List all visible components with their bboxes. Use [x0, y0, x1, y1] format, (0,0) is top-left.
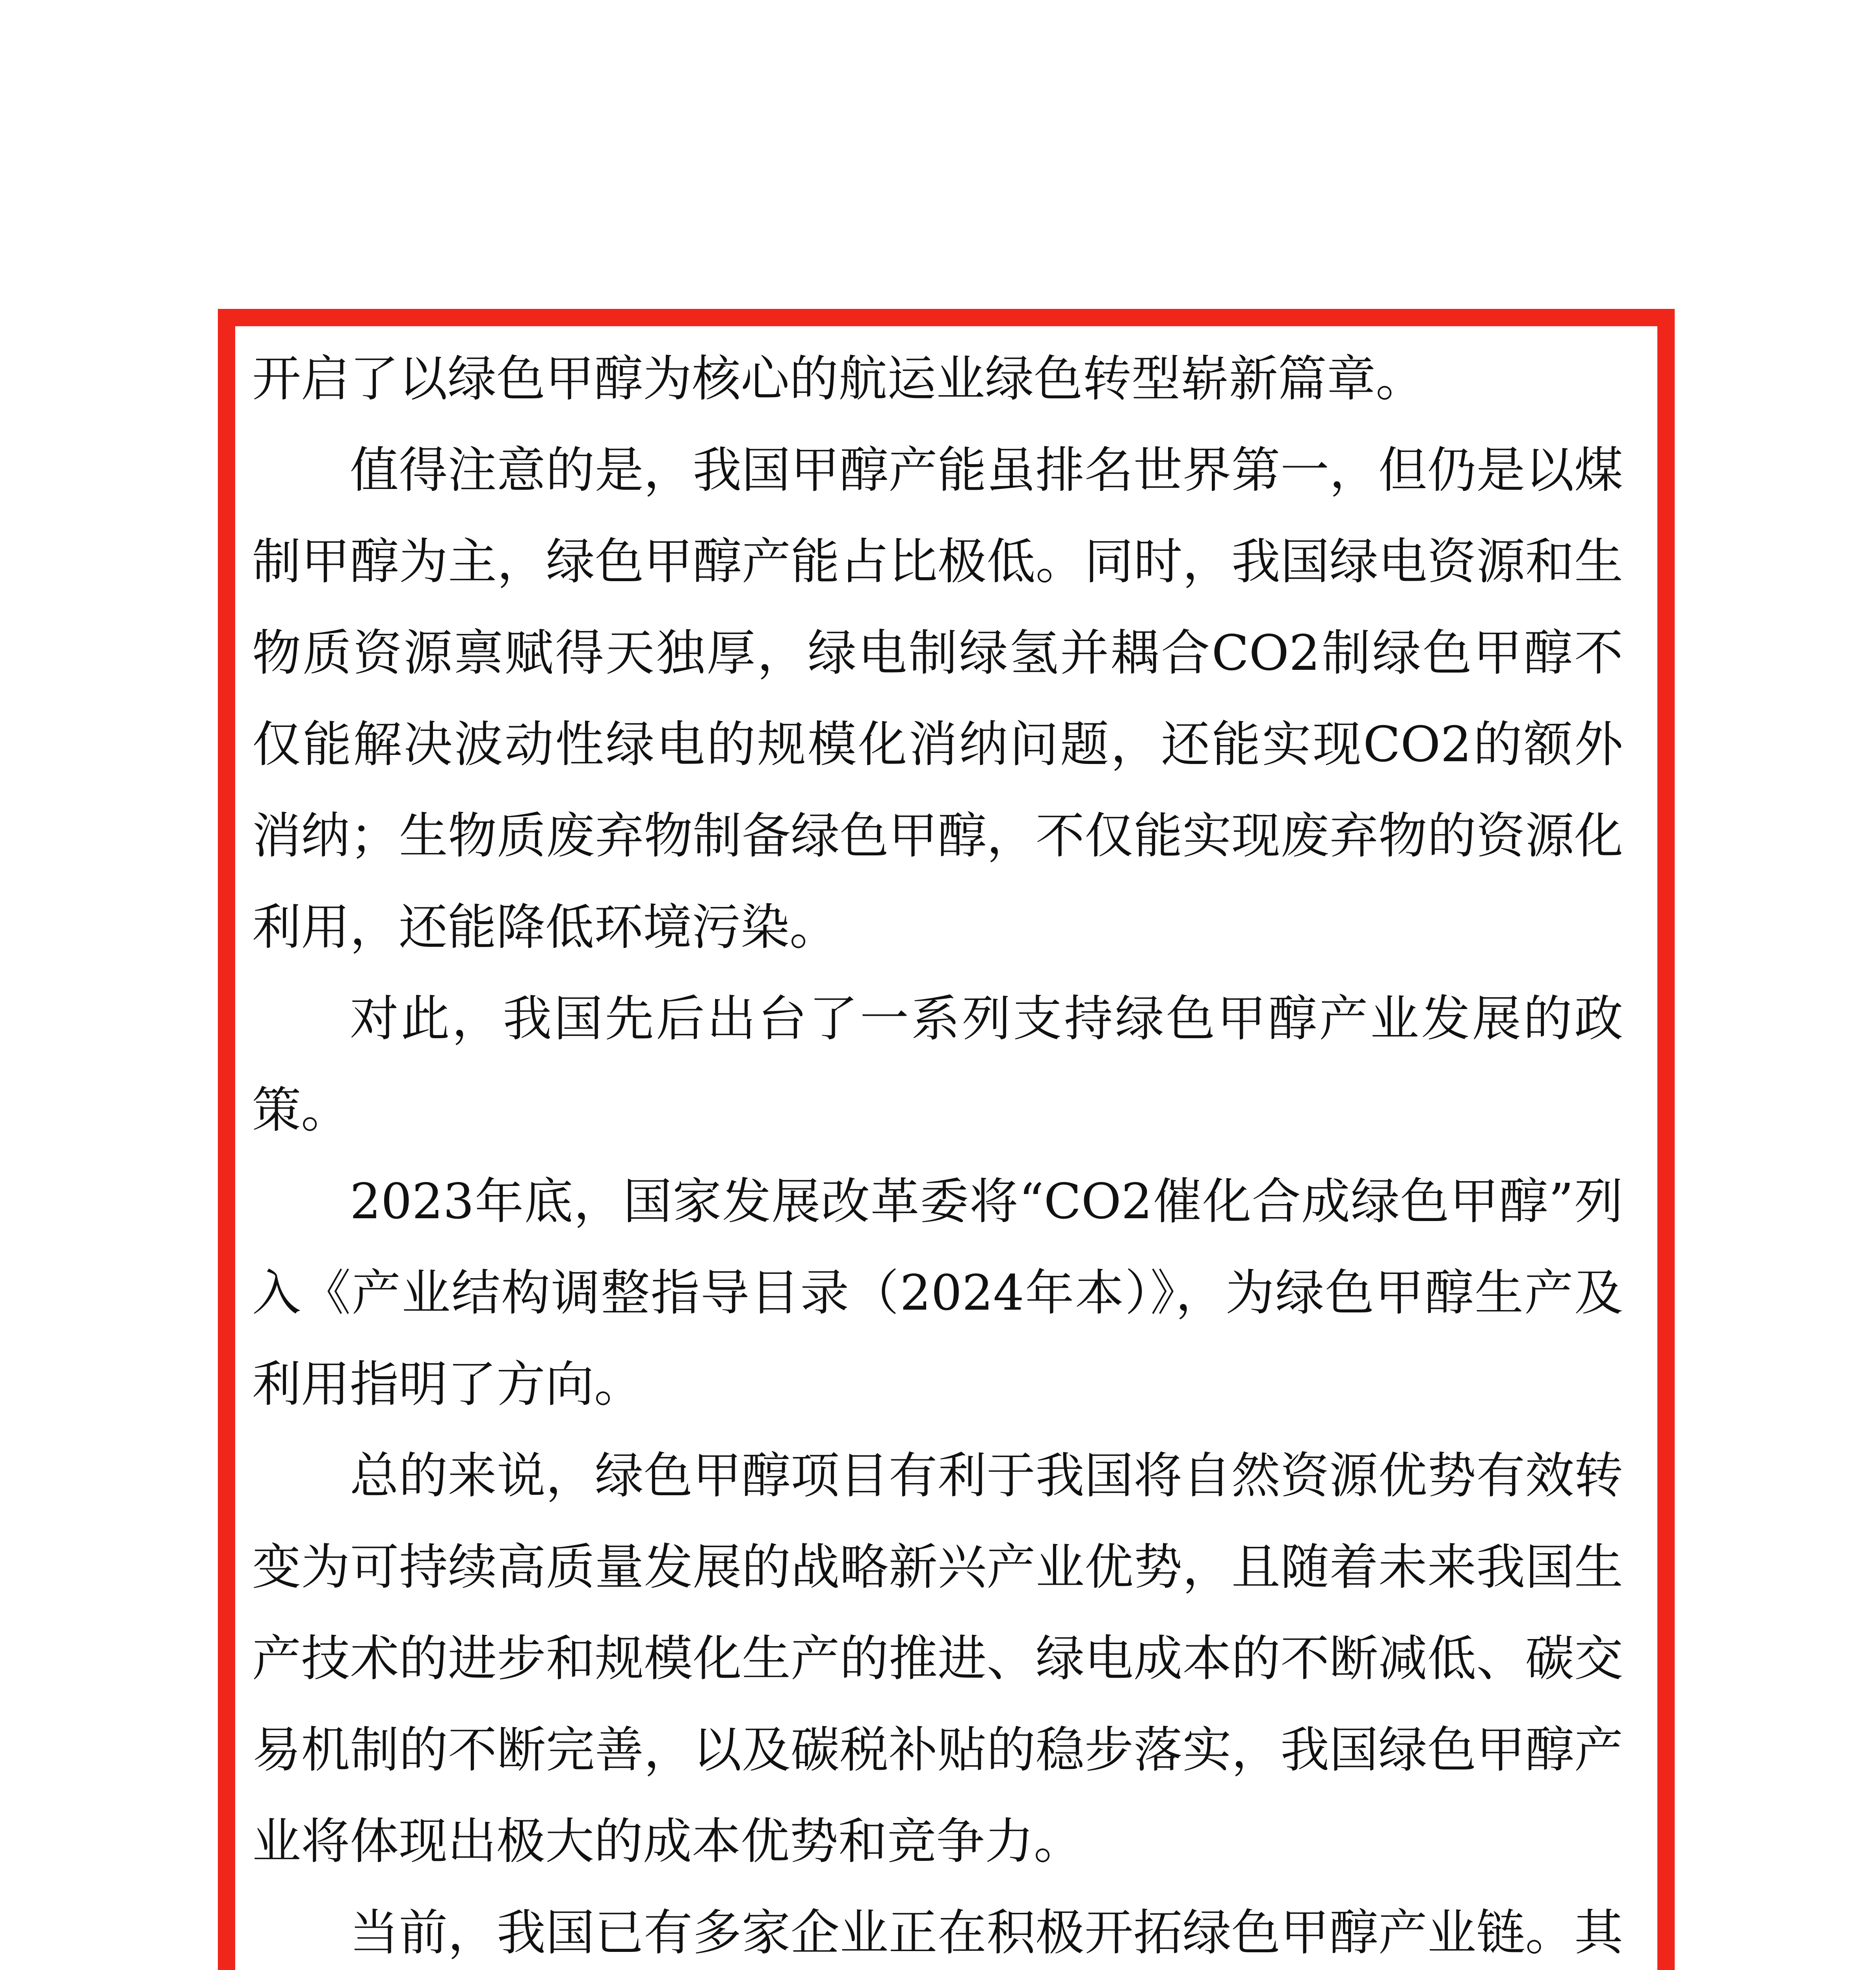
paragraph: 当前，我国已有多家企业正在积极开拓绿色甲醇产业链。其 [350, 1905, 1623, 1961]
paragraph: 总的来说，绿色甲醇项目有利于我国将自然资源优势有效转变为可持续高质量发展的战略新兴产业优势，且随着未来我国生产技术的进步和规模化生产的推进、绿电成本的不断减低、碳交易机制的不断完善，以及碳税补贴的稳步落实，我国绿色甲醇产业将体现出极大的成本优势和竞争力。 [252, 1448, 1623, 1870]
paragraph: 值得注意的是，我国甲醇产能虽排名世界第一，但仍是以煤制甲醇为主，绿色甲醇产能占比极低。同时，我国绿电资源和生物质资源禀赋得天独厚，绿电制绿氢并耦合CO2制绿色甲醇不仅能解决波动性绿电的规模化消纳问题，还能实现CO2的额外消纳；生物质废弃物制备绿色甲醇，不仅能实现废弃物的资源化利用，还能降低环境污染。 [252, 442, 1623, 956]
paragraph: 2023年底，国家发展改革委将“CO2催化合成绿色甲醇”列入《产业结构调整指导目录（2024年本）》，为绿色甲醇生产及利用指明了方向。 [252, 1173, 1623, 1413]
document-body [252, 333, 1623, 1970]
paragraph: 开启了以绿色甲醇为核心的航运业绿色转型崭新篇章。 [252, 351, 1425, 407]
paragraph: 对此，我国先后出台了一系列支持绿色甲醇产业发展的政策。 [252, 991, 1623, 1139]
